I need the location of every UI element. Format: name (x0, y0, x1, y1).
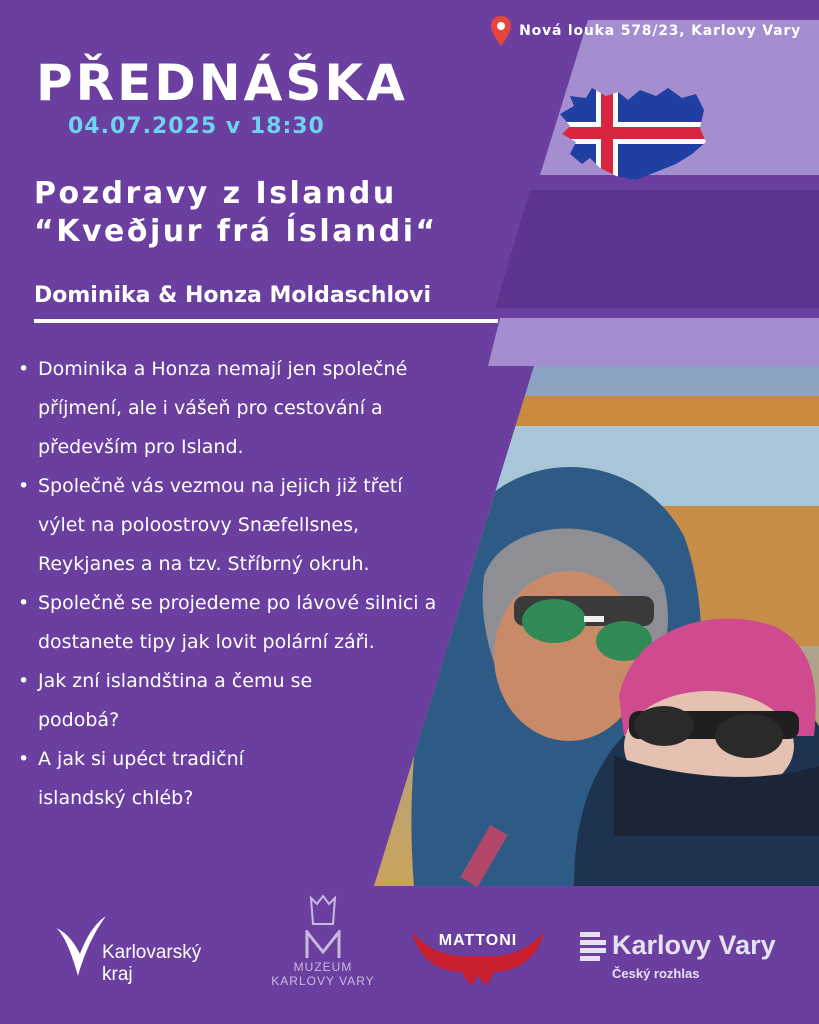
lecture-subtitle (34, 175, 438, 251)
bullet-item: • Společně se projedeme po lávové silnici a dostanete tipy jak lovit polární záři. (18, 584, 458, 662)
cesky-rozhlas-logo (580, 930, 800, 986)
iceland-flag-map-icon (556, 84, 708, 182)
location-text: Nová louka 578/23, Karlovy Vary (519, 23, 801, 39)
muzeum-line-2: KARLOVY VARY (271, 974, 375, 988)
couple-photo (374, 366, 819, 886)
rozhlas-line-2: Český rozhlas (612, 966, 700, 981)
bullet-item: • Dominika a Honza nemají jen společné příjmení, ale i vášeň pro cestování a především pro Island. (18, 350, 468, 467)
location (491, 16, 801, 46)
karlovarsky-v-icon (54, 914, 108, 980)
karlovarsky-kraj-logo (54, 914, 224, 984)
location-pin-icon (491, 16, 511, 46)
muzeum-m-icon (303, 930, 343, 960)
karlovarsky-line-1: Karlovarský (102, 942, 202, 963)
muzeum-karlovy-vary-logo (270, 894, 376, 1006)
subtitle-line-1: Pozdravy z Islandu (34, 176, 397, 211)
subtitle-line-2: “Kveðjur frá Íslandi“ (34, 214, 438, 249)
muzeum-lion-icon (303, 894, 343, 930)
bullet-item: • Jak zní islandština a čemu se podobá? (18, 662, 338, 740)
mattoni-logo (410, 922, 546, 988)
rozhlas-line-1: Karlovy Vary (612, 930, 776, 960)
mattoni-text: MATTONI (438, 932, 518, 949)
karlovarsky-line-2: kraj (102, 964, 133, 985)
muzeum-line-1: MUZEUM (293, 960, 353, 974)
authors: Dominika & Honza Moldaschlovi (34, 283, 431, 308)
authors-underline (34, 319, 498, 323)
event-date: 04.07.2025 v 18:30 (68, 114, 325, 139)
bullet-item: • A jak si upéct tradiční islandský chléb? (18, 740, 318, 818)
bullet-item: • Společně vás vezmou na jejich již třetí výlet na poloostrovy Snæfellsnes, Reykjanes a na tzv. Stříbrný okruh. (18, 467, 438, 584)
page-title: PŘEDNÁŠKA (36, 54, 408, 112)
rozhlas-lines-icon (580, 932, 606, 962)
